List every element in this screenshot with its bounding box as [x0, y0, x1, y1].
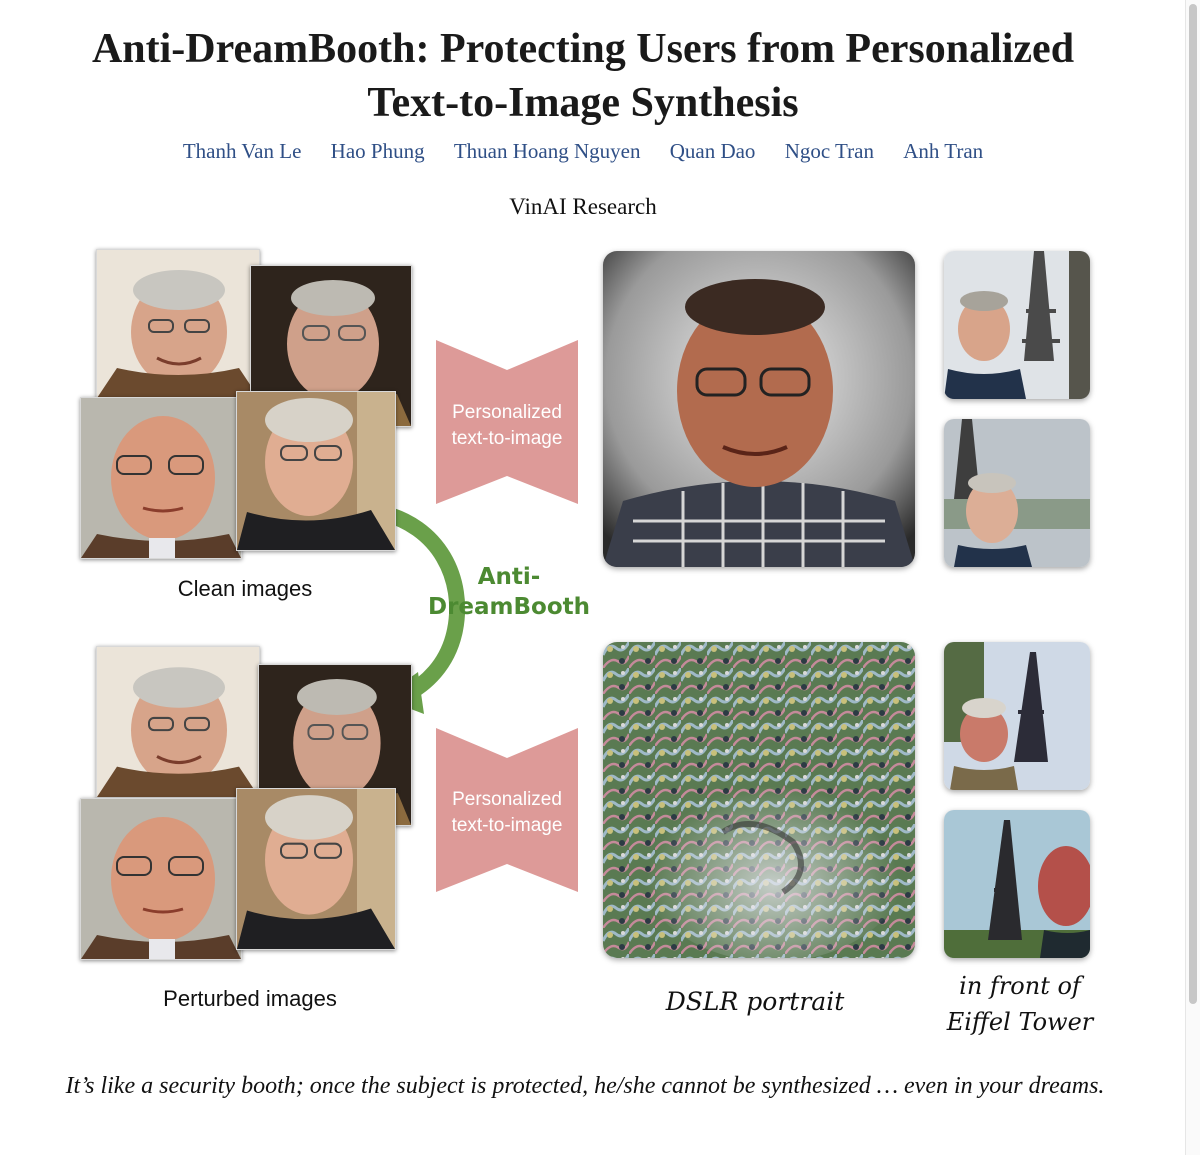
bowtie-bottom-line-2: text-to-image [451, 815, 563, 836]
author-list [0, 136, 1166, 166]
bowtie-bottom-line-1: Personalized [452, 789, 562, 810]
generated-eiffel-clean-2 [944, 419, 1090, 567]
scrollbar-thumb[interactable] [1189, 4, 1197, 1004]
perturbed-photo-1 [96, 646, 260, 798]
figure-caption: It’s like a security booth; once the subject is protected, he/she cannot be synthesized … even in your dreams. [65, 1073, 1105, 1099]
bowtie-bottom-label [437, 787, 577, 839]
clean-photo-3 [80, 397, 242, 559]
bowtie-top-label [437, 400, 577, 452]
title-line-2: Text-to-Image Synthesis [367, 80, 799, 126]
generated-eiffel-clean-1 [944, 251, 1090, 399]
prompt-portrait-label: DSLR portrait [665, 987, 845, 1016]
anti-label-line-2: DreamBooth [427, 594, 591, 620]
perturbed-photo-3 [80, 798, 242, 960]
scrollbar[interactable] [1185, 0, 1200, 1155]
prompt-eiffel-line-1: in front of [959, 972, 1081, 1000]
author-link[interactable]: Quan Dao [669, 139, 756, 163]
anti-label-line-1: Anti- [477, 564, 541, 590]
author-link[interactable]: Anh Tran [903, 139, 984, 163]
page-title [0, 22, 1166, 130]
author-link[interactable]: Thanh Van Le [182, 139, 302, 163]
prompt-eiffel-label [930, 968, 1110, 1040]
clean-images-label: Clean images [177, 576, 313, 601]
generated-eiffel-perturbed-2 [944, 810, 1090, 958]
clean-photo-4 [236, 391, 396, 551]
prompt-eiffel-line-2: Eiffel Tower [946, 1008, 1094, 1036]
author-link[interactable]: Thuan Hoang Nguyen [453, 139, 641, 163]
anti-dreambooth-label [414, 562, 604, 622]
bowtie-top-line-2: text-to-image [451, 428, 563, 449]
affiliation: VinAI Research [509, 194, 657, 219]
clean-photo-1 [96, 249, 260, 399]
bowtie-top-line-1: Personalized [452, 402, 562, 423]
author-link[interactable]: Ngoc Tran [784, 139, 874, 163]
generated-portrait-clean [603, 251, 915, 567]
title-line-1: Anti-DreamBooth: Protecting Users from Personalized [91, 26, 1075, 72]
generated-eiffel-perturbed-1 [944, 642, 1090, 790]
perturbed-images-label: Perturbed images [163, 986, 337, 1011]
author-link[interactable]: Hao Phung [330, 139, 425, 163]
perturbed-photo-4 [236, 788, 396, 950]
generated-portrait-perturbed [603, 642, 915, 958]
